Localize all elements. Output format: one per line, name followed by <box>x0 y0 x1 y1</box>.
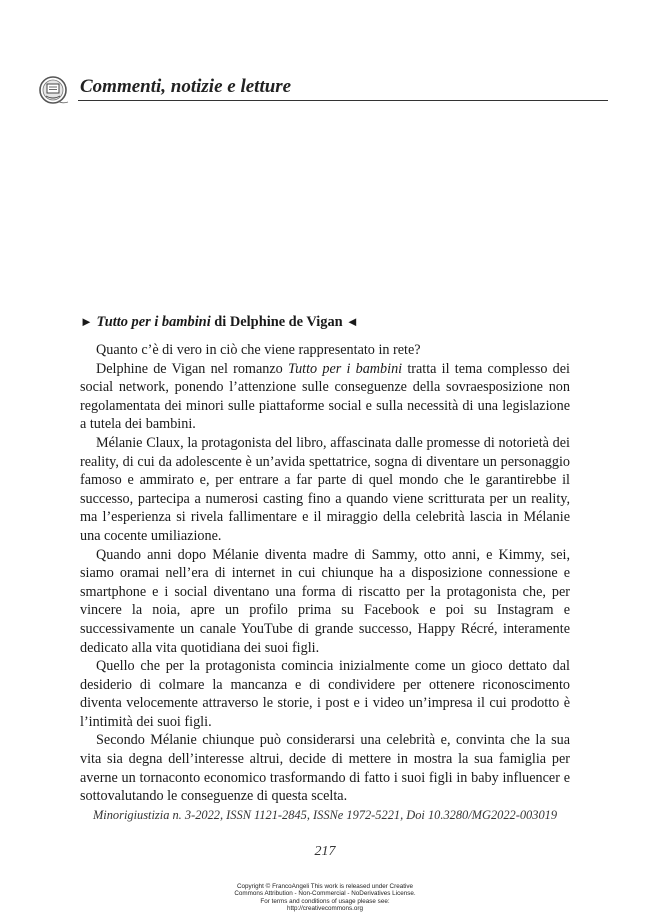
license-notice <box>0 883 650 913</box>
paragraph-2 <box>80 360 570 434</box>
paragraph-2-book-title: Tutto per i bambini <box>287 360 403 377</box>
article-body <box>80 341 570 806</box>
paragraph-2-end: tratta il tema complesso dei social network, ponendo l’attenzione sulle conseguenze della sovraesposizione non regolamentata dei minori sulle piattaforme social e sulla necessità di una legislazione a tutela dei bambini. <box>80 360 570 433</box>
paragraph-1: Quanto c’è di vero in ciò che viene rappresentato in rete? <box>96 342 421 358</box>
journal-citation: Minorigiustizia n. 3-2022, ISSN 1121-2845, ISSNe 1972-5221, Doi 10.3280/MG2022-003019 <box>92 808 558 822</box>
paragraph-4: Quando anni dopo Mélanie diventa madre di Sammy, otto anni, e Kimmy, sei, siamo oramai nell’era di internet in cui chiunque ha a disposizione connessione e smartphone e i social diventano una forma di riscatto per la protagonista che, per vincere la noia, apre un profilo prima su Facebook e poi su Instagram e successivamente un canale YouTube di grande successo, Happy Récré, interamente dedicato alla vita quotidiana dei suoi figli. <box>80 546 570 656</box>
article-title <box>80 314 359 331</box>
arrow-right-icon: ◄ <box>342 314 359 329</box>
journal-logo-icon <box>38 74 72 108</box>
author-name: Delphine de Vigan <box>229 314 343 330</box>
license-line-3: For terms and conditions of usage please see: <box>260 897 390 905</box>
header-divider <box>78 100 608 101</box>
page-number: 217 <box>314 844 336 859</box>
paragraph-6: Secondo Mélanie chiunque può considerarsi una celebrità e, convinta che la sua vita sia degna dell’interesse altrui, decide di mettere in mostra la sua famiglia per averne un tornaconto economico trasformando di fatto i suoi figli in baby influencer e sottovalutando le conseguenze di questa scelta. <box>80 732 570 805</box>
title-connector: di <box>210 314 230 330</box>
paragraph-3: Mélanie Claux, la protagonista del libro, affascinata dalle promesse di notorietà dei reality, di cui da adolescente è un’avida spettatrice, sogna di diventare un personaggio famoso e ammirato e, per entrare a far parte di quel mondo che le garantirebbe il successo, partecipa a numerosi casting fino a quando viene scritturata per un reality, ma l’esperienza si rivela fallimentare e il miraggio della celebrità lascia in Mélanie una cocente umiliazione. <box>80 434 570 544</box>
arrow-left-icon: ► <box>80 314 93 329</box>
section-header <box>38 70 570 106</box>
paragraph-2-start: Delphine de Vigan nel romanzo <box>96 360 288 377</box>
license-line-1: Copyright © FrancoAngeli This work is released under Creative <box>236 883 414 890</box>
paragraph-5: Quello che per la protagonista comincia inizialmente come un gioco dettato dal desiderio di colmare la mancanza e di condividere per ottenere riconoscimento diventa velocemente attraverso le storie, i post e i video un’impresa il cui prodotto è l’intimità dei suoi figli. <box>80 658 570 730</box>
book-title: Tutto per i bambini <box>96 314 211 330</box>
section-title: Commenti, notizie e letture <box>80 76 292 97</box>
license-link[interactable]: http://creativecommons.org <box>287 905 363 913</box>
license-line-2: Commons Attribution - Non-Commercial - NoDerivatives License. <box>234 890 416 898</box>
